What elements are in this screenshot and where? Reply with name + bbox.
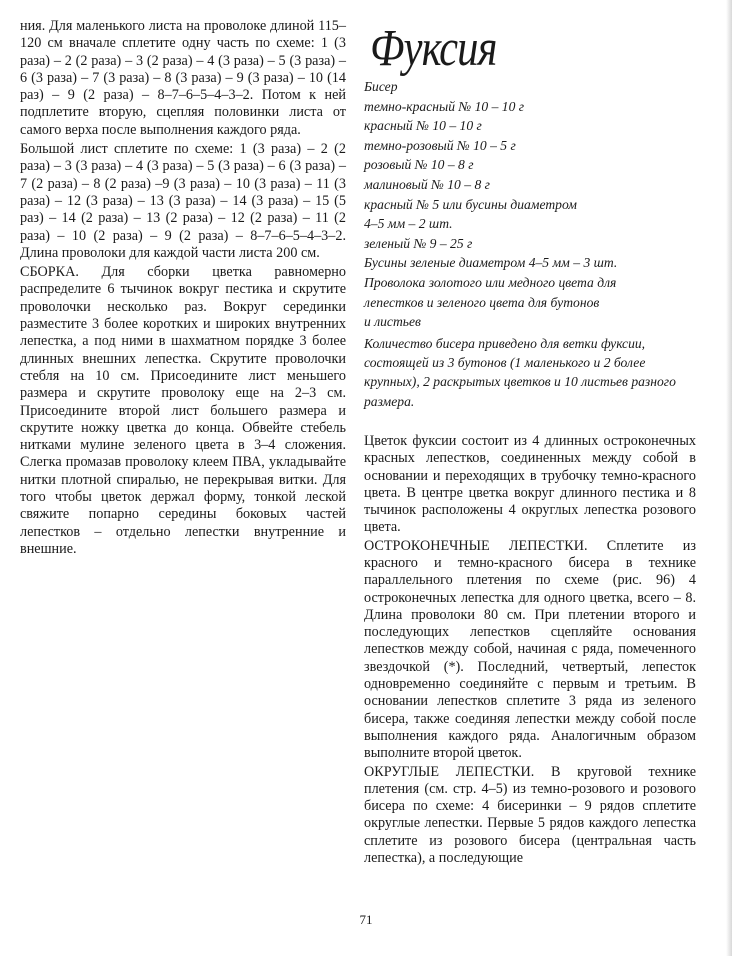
page-title: Фуксия — [370, 20, 497, 77]
page-number: 71 — [359, 912, 373, 927]
materials-item: темно-розовый № 10 – 5 г — [364, 137, 516, 153]
right-paragraph-description: Цветок фуксии состоит из 4 длинных остроконечных красных лепестков, соединенных между собой в основании и переходящих в трубочку темно-красного цвета. В центре цветка вокруг длинного пестика и 8 тычинок расположены 4 округлых лепестка розового цвета. — [364, 432, 696, 536]
page-edge-shadow — [726, 0, 732, 956]
materials-item: лепестков и зеленого цвета для бутонов — [364, 294, 600, 310]
materials-item: красный № 10 – 10 г — [364, 118, 482, 134]
materials-item: темно-красный № 10 – 10 г — [364, 98, 525, 114]
materials-item: малиновый № 10 – 8 г — [364, 176, 490, 192]
materials-list — [364, 97, 696, 332]
materials-item: 4–5 мм – 2 шт. — [364, 216, 453, 232]
materials-header: Бисер — [364, 79, 398, 94]
left-paragraph-1: ния. Для маленького листа на проволоке длиной 115–120 см вначале сплетите одну часть по схеме: 1 (3 раза) – 2 (2 раза) – 3 (2 раза) – 4 (3 раза) – 5 (3 раза) – 6 (3 раза) – 7 (3 раза) – 8 (3 раза) – 9 (3 раза) – 10 (14 раз) – 9 (2 раза) – 8–7–6–5–4–3–2. Потом к ней подплетите вторую, сцепляя половинки листа от самого верха после выполнения каждого ряда. — [20, 18, 346, 138]
materials-note: Количество бисера приведено для ветки фуксии, состоящей из 3 бутонов (1 маленького и 2 более крупных), 2 раскрытых цветков и 10 листьев разного размера. — [364, 335, 676, 409]
materials-item: Проволока золотого или медного цвета для — [364, 274, 617, 290]
right-column — [364, 18, 696, 868]
materials-item: красный № 5 или бусины диаметром — [364, 196, 577, 212]
materials-item: розовый № 10 – 8 г — [364, 157, 474, 173]
materials-item: зеленый № 9 – 25 г — [364, 235, 473, 251]
right-paragraph-round-petals: ОКРУГЛЫЕ ЛЕПЕСТКИ. В круговой технике плетения (см. стр. 4–5) из темно-розового и розового бисера по схеме: 4 бисеринки – 9 рядов сплетите округлые лепестки. Первые 5 рядов каждого лепестка сплетите из розового бисера (центральная часть лепестка), а последующие — [364, 763, 696, 867]
left-paragraph-assembly: СБОРКА. Для сборки цветка равномерно распределите 6 тычинок вокруг пестика и скрутите проволочки несколько раз. Вокруг серединки разместите 3 более коротких и широких внутренних лепестка, а под ними в шахматном порядке 3 более длинных внешних лепестка. Скрутите проволочки стебля на 10 см. Присоедините лист меньшего размера и скрутите проволоку еще на 2–3 см. Присоедините второй лист большего размера и скрутите ножку цветка до конца. Обвейте стебель нитками мулине зеленого цвета в 3–4 сложения. Слегка промазав проволоку клеем ПВА, укладывайте нитки плотной спиралью, не перекрывая витки. Для того чтобы цветок держал форму, тонкой леской свяжите попарно середины боковых частей лепестков – отдельно лепестки внутренние и внешние. — [20, 264, 346, 557]
left-column — [20, 18, 346, 560]
right-paragraph-pointed-petals: ОСТРОКОНЕЧНЫЕ ЛЕПЕСТКИ. Сплетите из красного и темно-красного бисера в технике параллельного плетения по схеме (рис. 96) 4 остроконечных лепестка для одного цветка, всего – 8. Длина проволоки 80 см. При плетении второго и последующих лепестков сцепляйте основания лепестков между собой, начиная с ряда, помеченного звездочкой (*). Последний, четвертый, лепесток одновременно соединяйте с первым и третьим. В основании лепестков сплетите 3 ряда из зеленого бисера, также соединяя лепестки между собой после выполнения каждого ряда. Аналогичным образом выполните второй цветок. — [364, 537, 696, 762]
materials-item: и листьев — [364, 314, 421, 330]
left-paragraph-2: Большой лист сплетите по схеме: 1 (3 раза) – 2 (2 раза) – 3 (3 раза) – 4 (3 раза) – 5 (3 раза) – 6 (3 раза) – 7 (2 раза) – 8 (2 раза) –9 (3 раза) – 10 (3 раза) – 11 (3 раза) – 12 (3 раза) – 13 (3 раза) – 14 (3 раза) – 15 (5 раз) – 14 (2 раза) – 13 (2 раза) – 12 (2 раза) – 11 (2 раза) – 10 (2 раза) – 9 (2 раза) – 8–7–6–5–4–3–2. Длина проволоки для каждой части листа 200 см. — [20, 141, 346, 261]
materials-item: Бусины зеленые диаметром 4–5 мм – 3 шт. — [364, 255, 618, 271]
